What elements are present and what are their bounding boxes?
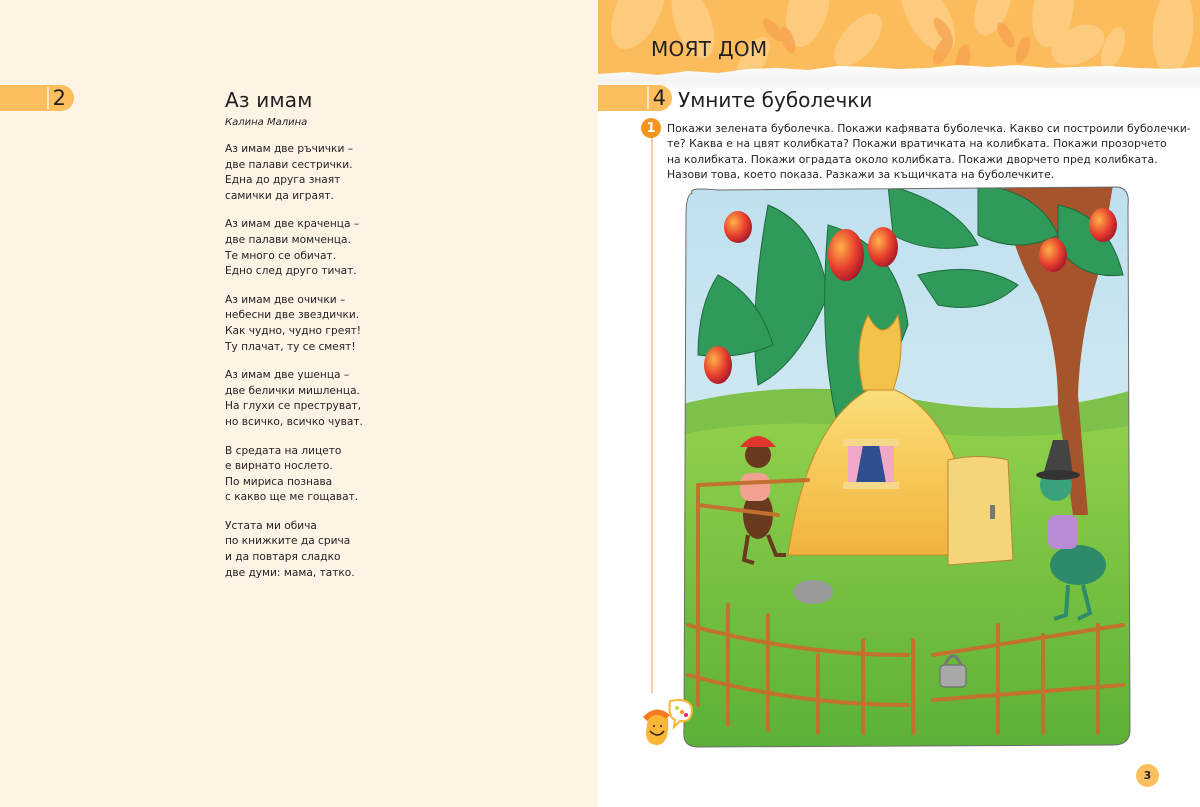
section-number-tab [0,85,74,111]
poem-title: Аз имам [225,88,313,112]
poem-stanza [225,217,363,279]
poem-line: две белички мишленца. [225,384,360,397]
poem-line: е вирнато нослето. [225,460,333,473]
poem-line: самички да играят. [225,189,334,202]
tab-separator [647,87,649,109]
poem-line: Аз имам две очички – [225,293,346,306]
poem-line: По мириса познава [225,475,333,488]
poem-stanza [225,444,363,506]
poem-line: Едно след друго тичат. [225,265,357,278]
chapter-title: МОЯТ ДОМ [651,37,768,61]
bugs-hut-illustration [678,185,1133,750]
poem-line: Една до друга знаят [225,174,341,187]
tab-separator [47,87,49,109]
poem-line: небесни две звездички. [225,309,360,322]
poem-line: Аз имам две ушенца – [225,369,350,382]
guide-line [651,133,653,693]
poem-line: Ту плачат, ту се смеят! [225,340,356,353]
poem-line: две палави сестрички. [225,158,353,171]
poem-line: Аз имам две ръчички – [225,143,353,155]
poem-stanza [225,368,363,430]
section-number: 2 [52,85,66,110]
poem-line: На глухи се преструват, [225,400,362,413]
poem-line: Устата ми обича [225,519,317,532]
poem-stanza [225,142,363,204]
poem-stanza [225,293,363,355]
smiling-bean-mascot-icon [640,695,700,750]
task-line: Покажи зелената буболечка. Покажи кафявата буболечка. Какво си построили буболечки- [667,122,1191,135]
page-number: 3 [1136,764,1159,787]
poem-line: Аз имам две краченца – [225,218,360,231]
poem-line: но всичко, всичко чуват. [225,415,363,428]
lesson-number: 4 [652,85,666,110]
task-line: Назови това, което показа. Разкажи за къщичката на буболечките. [667,168,1055,182]
poem-line: В средата на лицето [225,444,342,457]
poem-line: Те много се обичат. [225,249,337,262]
poem-line: две палави момченца. [225,233,351,246]
poem-body [225,142,363,594]
poem-line: с какво ще ме гощават. [225,491,359,504]
poem-line: Как чудно, чудно греят! [225,324,362,337]
poem-line: и да повтаря сладко [225,551,341,564]
task-line: на колибката. Покажи оградата около колибката. Покажи дворчето пред колибката. [667,152,1158,166]
lesson-title: Умните буболечки [678,88,873,112]
poem-line: по книжките да срича [225,535,351,548]
task-line: те? Каква е на цвят колибката? Покажи вратичката на колибката. Покажи прозорчето [667,137,1167,151]
poem-stanza [225,519,363,581]
poem-line: две думи: мама, татко. [225,566,355,579]
poem-author: Калина Малина [225,117,308,128]
lesson-number-tab [598,85,672,111]
task-instructions [667,121,1191,183]
task-number-badge: 1 [641,118,661,138]
